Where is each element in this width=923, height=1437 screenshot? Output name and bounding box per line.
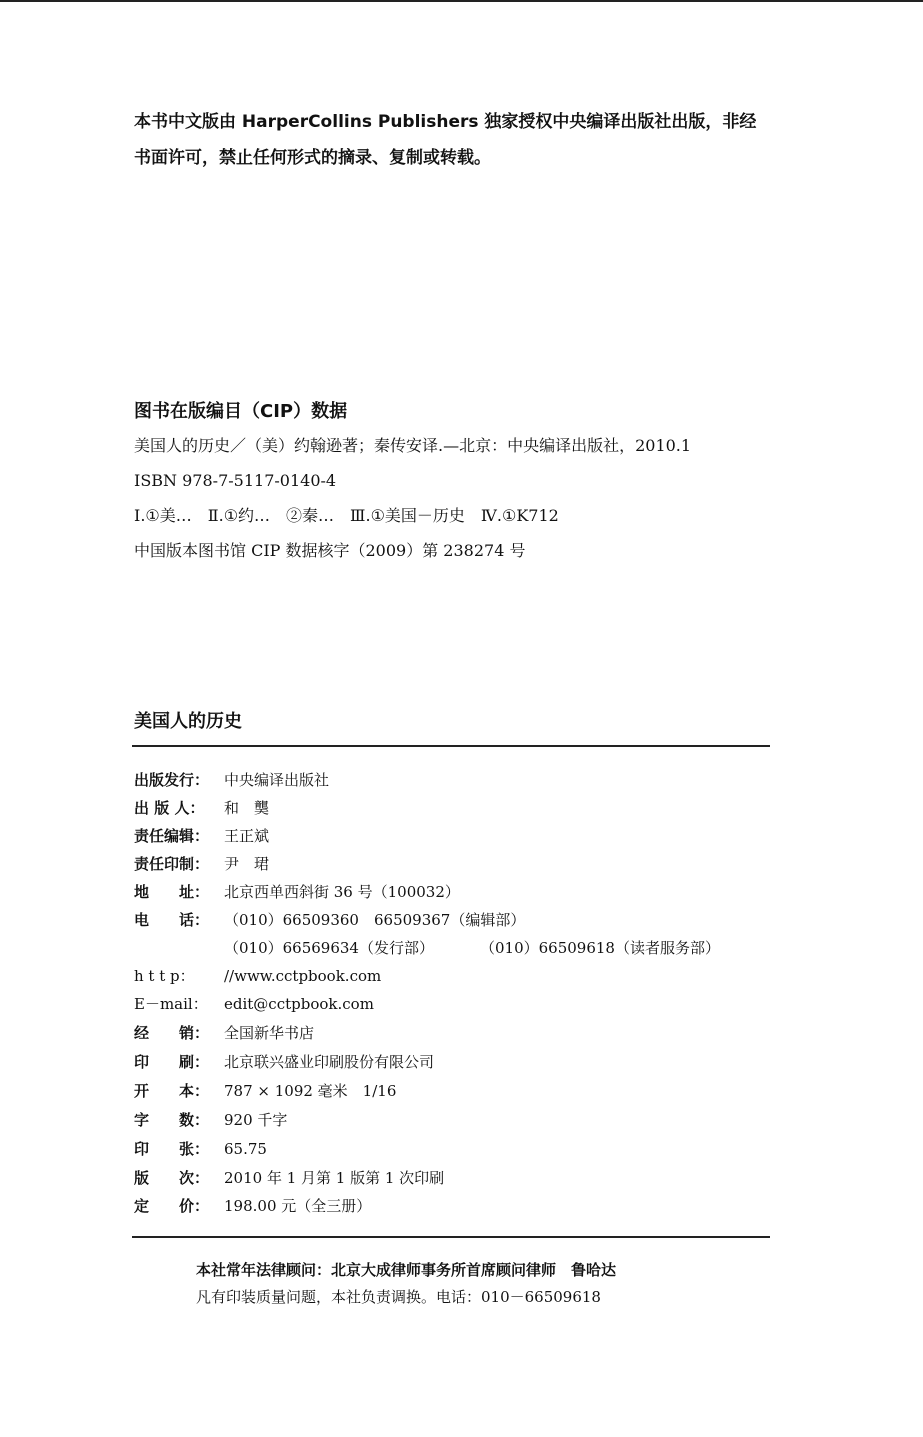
- info-label: 印 张：: [134, 1140, 210, 1158]
- info-label: 开 本：: [134, 1082, 210, 1100]
- cip-record-number: 中国版本图书馆 CIP 数据核字（2009）第 238274 号: [134, 541, 526, 560]
- info-price: [134, 1193, 371, 1219]
- info-value: 198.00 元（全三册）: [224, 1197, 372, 1215]
- info-distributor: [134, 1020, 314, 1046]
- info-label: 责任编辑：: [134, 827, 210, 845]
- info-printer: [134, 1049, 434, 1075]
- cip-heading: 图书在版编目（CIP）数据: [134, 401, 348, 422]
- info-label: 定 价：: [134, 1197, 210, 1215]
- info-value: 2010 年 1 月第 1 版第 1 次印刷: [224, 1169, 445, 1187]
- cip-classification: Ⅰ.①美… Ⅱ.①约… ②秦… Ⅲ.①美国－历史 Ⅳ.①K712: [134, 506, 559, 525]
- info-phone-continued: [134, 935, 720, 961]
- info-label: 字 数：: [134, 1111, 210, 1129]
- info-value: 787 × 1092 毫米 1/16: [224, 1082, 397, 1100]
- info-value: edit@cctpbook.com: [224, 995, 374, 1013]
- info-value: 北京联兴盛业印刷股份有限公司: [224, 1053, 435, 1071]
- info-label: E－mail：: [134, 995, 208, 1013]
- info-format: [134, 1078, 396, 1104]
- info-value: 尹 珺: [224, 855, 270, 873]
- info-phone: [134, 907, 525, 933]
- info-issuer: [134, 795, 269, 821]
- book-title: 美国人的历史: [134, 711, 242, 732]
- info-label: 版 次：: [134, 1169, 210, 1187]
- info-word-count: [134, 1107, 287, 1133]
- cip-line-1: 美国人的历史／（美）约翰逊著；秦传安译.—北京：中央编译出版社，2010.1: [134, 436, 692, 455]
- info-value: 王正斌: [224, 827, 270, 845]
- info-value: （010）66509360 66509367（编辑部）: [224, 911, 526, 929]
- info-value: 65.75: [224, 1140, 267, 1158]
- divider-top: [132, 745, 770, 747]
- info-label: 责任印制：: [134, 855, 210, 873]
- legal-counsel-note: 本社常年法律顾问：北京大成律师事务所首席顾问律师 鲁哈达: [196, 1261, 617, 1279]
- top-border-line: [0, 0, 923, 2]
- info-print-manager: [134, 851, 269, 877]
- info-edition: [134, 1165, 444, 1191]
- info-email: [134, 991, 374, 1017]
- info-label: h t t p：: [134, 967, 195, 985]
- info-value: （010）66569634（发行部）: [224, 939, 434, 957]
- info-website: [134, 963, 381, 989]
- info-publisher: [134, 767, 329, 793]
- info-value: 和 龑: [224, 799, 270, 817]
- info-label: 出 版 人：: [134, 799, 205, 817]
- info-label: 地 址：: [134, 883, 210, 901]
- info-value: （010）66509618（读者服务部）: [479, 939, 720, 957]
- info-label: 电 话：: [134, 911, 210, 929]
- info-value: 北京西单西斜街 36 号（100032）: [224, 883, 460, 901]
- copyright-line-2: 书面许可，禁止任何形式的摘录、复制或转载。: [134, 148, 491, 168]
- info-value: 920 千字: [224, 1111, 288, 1129]
- cip-isbn: ISBN 978-7-5117-0140-4: [134, 471, 337, 490]
- info-value: //www.cctpbook.com: [224, 967, 382, 985]
- info-value: 全国新华书店: [224, 1024, 315, 1042]
- info-label: 经 销：: [134, 1024, 210, 1042]
- info-sheets: [134, 1136, 267, 1162]
- info-value: 中央编译出版社: [224, 771, 330, 789]
- copyright-notice: [134, 104, 814, 176]
- info-editor: [134, 823, 269, 849]
- copyright-line-1: 本书中文版由 HarperCollins Publishers 独家授权中央编译出版社出版，非经: [134, 112, 757, 132]
- quality-notice: 凡有印装质量问题，本社负责调换。电话：010－66509618: [196, 1288, 601, 1306]
- info-label: 印 刷：: [134, 1053, 210, 1071]
- info-label: 出版发行：: [134, 771, 210, 789]
- divider-bottom: [132, 1236, 770, 1238]
- info-address: [134, 879, 460, 905]
